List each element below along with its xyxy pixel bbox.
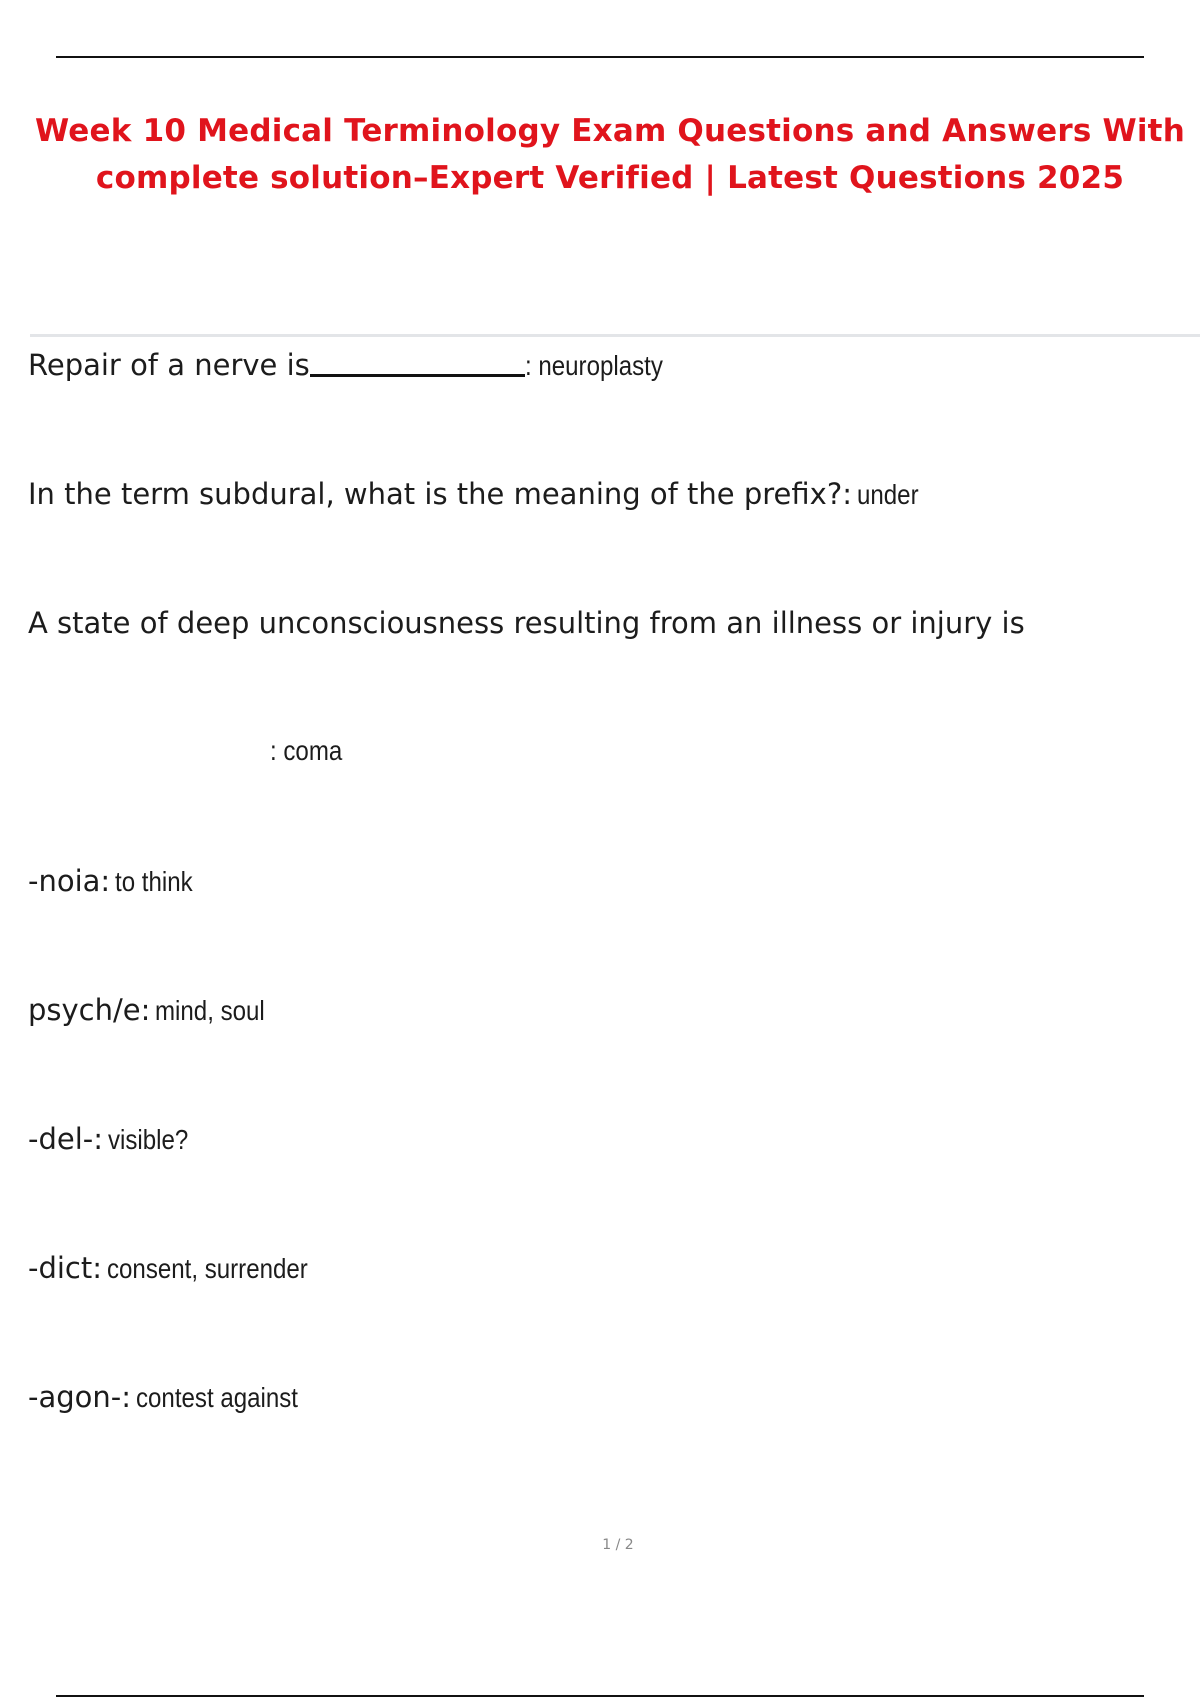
qa-item-3-answer bbox=[270, 735, 1180, 767]
qa-item-3-question bbox=[28, 606, 1180, 640]
answer-text: to think bbox=[115, 866, 193, 897]
qa-item-5 bbox=[28, 993, 1180, 1027]
answer-blank bbox=[310, 374, 525, 377]
title-separator bbox=[30, 334, 1200, 337]
qa-item-8 bbox=[28, 1380, 1180, 1414]
answer-text: visible? bbox=[108, 1124, 189, 1155]
top-rule bbox=[56, 56, 1144, 58]
question-text: Repair of a nerve is bbox=[28, 348, 310, 382]
answer-text: mind, soul bbox=[155, 995, 266, 1026]
question-text: -agon-: bbox=[28, 1380, 132, 1414]
page-indicator: 1 / 2 bbox=[602, 1537, 634, 1553]
bottom-rule bbox=[56, 1695, 1144, 1697]
document-title bbox=[20, 108, 1200, 202]
question-text: A state of deep unconsciousness resulting from an illness or injury is bbox=[28, 606, 1025, 640]
answer-text: consent, surrender bbox=[107, 1253, 308, 1284]
answer-text: : coma bbox=[270, 735, 343, 766]
question-text: -del-: bbox=[28, 1122, 104, 1156]
title-line-1: Week 10 Medical Terminology Exam Questions and Answers With bbox=[35, 113, 1185, 149]
qa-item-2 bbox=[28, 477, 1180, 511]
answer-text: contest against bbox=[136, 1382, 299, 1413]
question-text: psych/e: bbox=[28, 993, 151, 1027]
qa-item-4 bbox=[28, 864, 1180, 898]
question-text: In the term subdural, what is the meaning of the prefix?: bbox=[28, 477, 852, 511]
question-text: -noia: bbox=[28, 864, 111, 898]
qa-item-1 bbox=[28, 348, 1180, 382]
answer-text: : neuroplasty bbox=[524, 350, 663, 381]
question-text: -dict: bbox=[28, 1251, 103, 1285]
title-line-2: complete solution–Expert Verified | Latest Questions 2025 bbox=[95, 160, 1125, 196]
qa-item-7 bbox=[28, 1251, 1180, 1285]
qa-item-6 bbox=[28, 1122, 1180, 1156]
answer-text: under bbox=[857, 479, 919, 510]
